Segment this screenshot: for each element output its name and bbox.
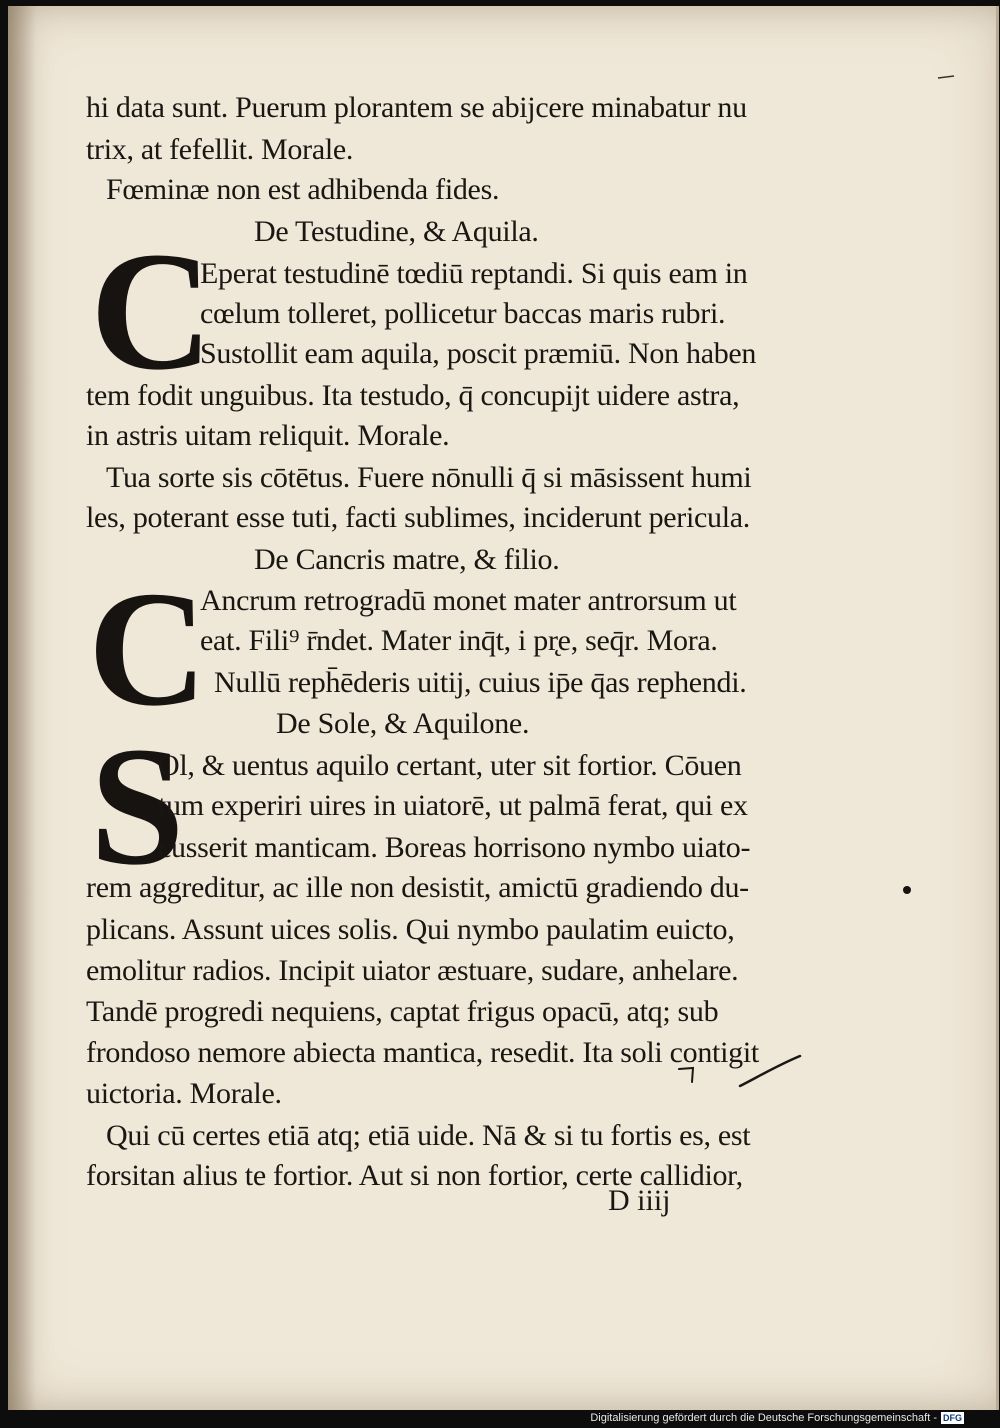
text-line: Tua sorte sis cōtētus. Fuere nōnulli q̄ si māsissent humi bbox=[106, 461, 752, 494]
section-heading: De Sole, & Aquilone. bbox=[276, 707, 530, 740]
digitization-credit bbox=[590, 1412, 964, 1424]
margin-dot bbox=[901, 884, 913, 896]
text-line: trix, at fefellit. Morale. bbox=[86, 133, 354, 166]
text-line: in astris uitam reliquit. Morale. bbox=[86, 419, 450, 452]
text-line: cœlum tolleret, pollicetur baccas maris rubri. bbox=[200, 297, 726, 330]
text-line: tum experiri uires in uiatorē, ut palmā ferat, qui ex bbox=[158, 789, 748, 822]
text-line: les, poterant esse tuti, facti sublimes, inciderunt pericula. bbox=[86, 501, 750, 534]
footer-text: Digitalisierung gefördert durch die Deutsche Forschungsgemeinschaft - bbox=[590, 1412, 937, 1424]
text-line: Ol, & uentus aquilo certant, uter sit fortior. Cōuen bbox=[158, 749, 742, 782]
pen-stroke-mark bbox=[736, 1052, 806, 1092]
text-line: Tandē progredi nequiens, captat frigus opacū, atq; sub bbox=[86, 995, 719, 1028]
text-line: Sustollit eam aquila, poscit præmiū. Non haben bbox=[200, 337, 757, 370]
section-heading: De Testudine, & Aquila. bbox=[254, 215, 539, 248]
dfg-logo: DFG bbox=[943, 1413, 962, 1423]
drop-cap-c-cancris: C bbox=[88, 557, 208, 740]
text-line: Eperat testudinē tœdiū reptandi. Si quis eam in bbox=[200, 257, 748, 290]
text-line: forsitan alius te fortior. Aut si non fortior, certe callidior, bbox=[86, 1159, 743, 1192]
text-line: tem fodit unguibus. Ita testudo, q̄ concupijt uidere astra, bbox=[86, 379, 740, 412]
pen-hook-mark bbox=[676, 1064, 700, 1088]
text-line: Fœminæ non est adhibenda fides. bbox=[106, 173, 500, 206]
text-line: frondoso nemore abiecta mantica, resedit. Ita soli contigit bbox=[86, 1036, 759, 1069]
text-line: hi data sunt. Puerum plorantem se abijcere minabatur nu bbox=[86, 91, 747, 124]
corner-tick-mark bbox=[936, 68, 958, 84]
book-page bbox=[8, 6, 999, 1410]
signature-mark: D iiij bbox=[608, 1184, 671, 1217]
text-line: Nullū reph̄ēderis uitij, cuius ip̄e q̄as rephendi. bbox=[214, 666, 747, 699]
text-line: eat. Fili⁹ r̄ndet. Mater inq̄t, i pr̨e, seq̄r. Mora. bbox=[200, 624, 718, 657]
text-line: Ancrum retrogradū monet mater antrorsum ut bbox=[200, 584, 737, 617]
text-line: Qui cū certes etiā atq; etiā uide. Nā & si tu fortis es, est bbox=[106, 1119, 751, 1152]
text-line: plicans. Assunt uices solis. Qui nymbo paulatim euicto, bbox=[86, 913, 735, 946]
text-line: rem aggreditur, ac ille non desistit, amictū gradiendo du- bbox=[86, 871, 749, 904]
section-heading: De Cancris matre, & filio. bbox=[254, 543, 560, 576]
text-line: uictoria. Morale. bbox=[86, 1077, 282, 1110]
drop-cap-s-sole: S bbox=[90, 712, 185, 900]
text-line: emolitur radios. Incipit uiator æstuare, sudare, anhelare. bbox=[86, 954, 739, 987]
drop-cap-c-testudine: C bbox=[90, 217, 213, 405]
text-line: cusserit manticam. Boreas horrisono nymbo uiato- bbox=[158, 831, 751, 864]
